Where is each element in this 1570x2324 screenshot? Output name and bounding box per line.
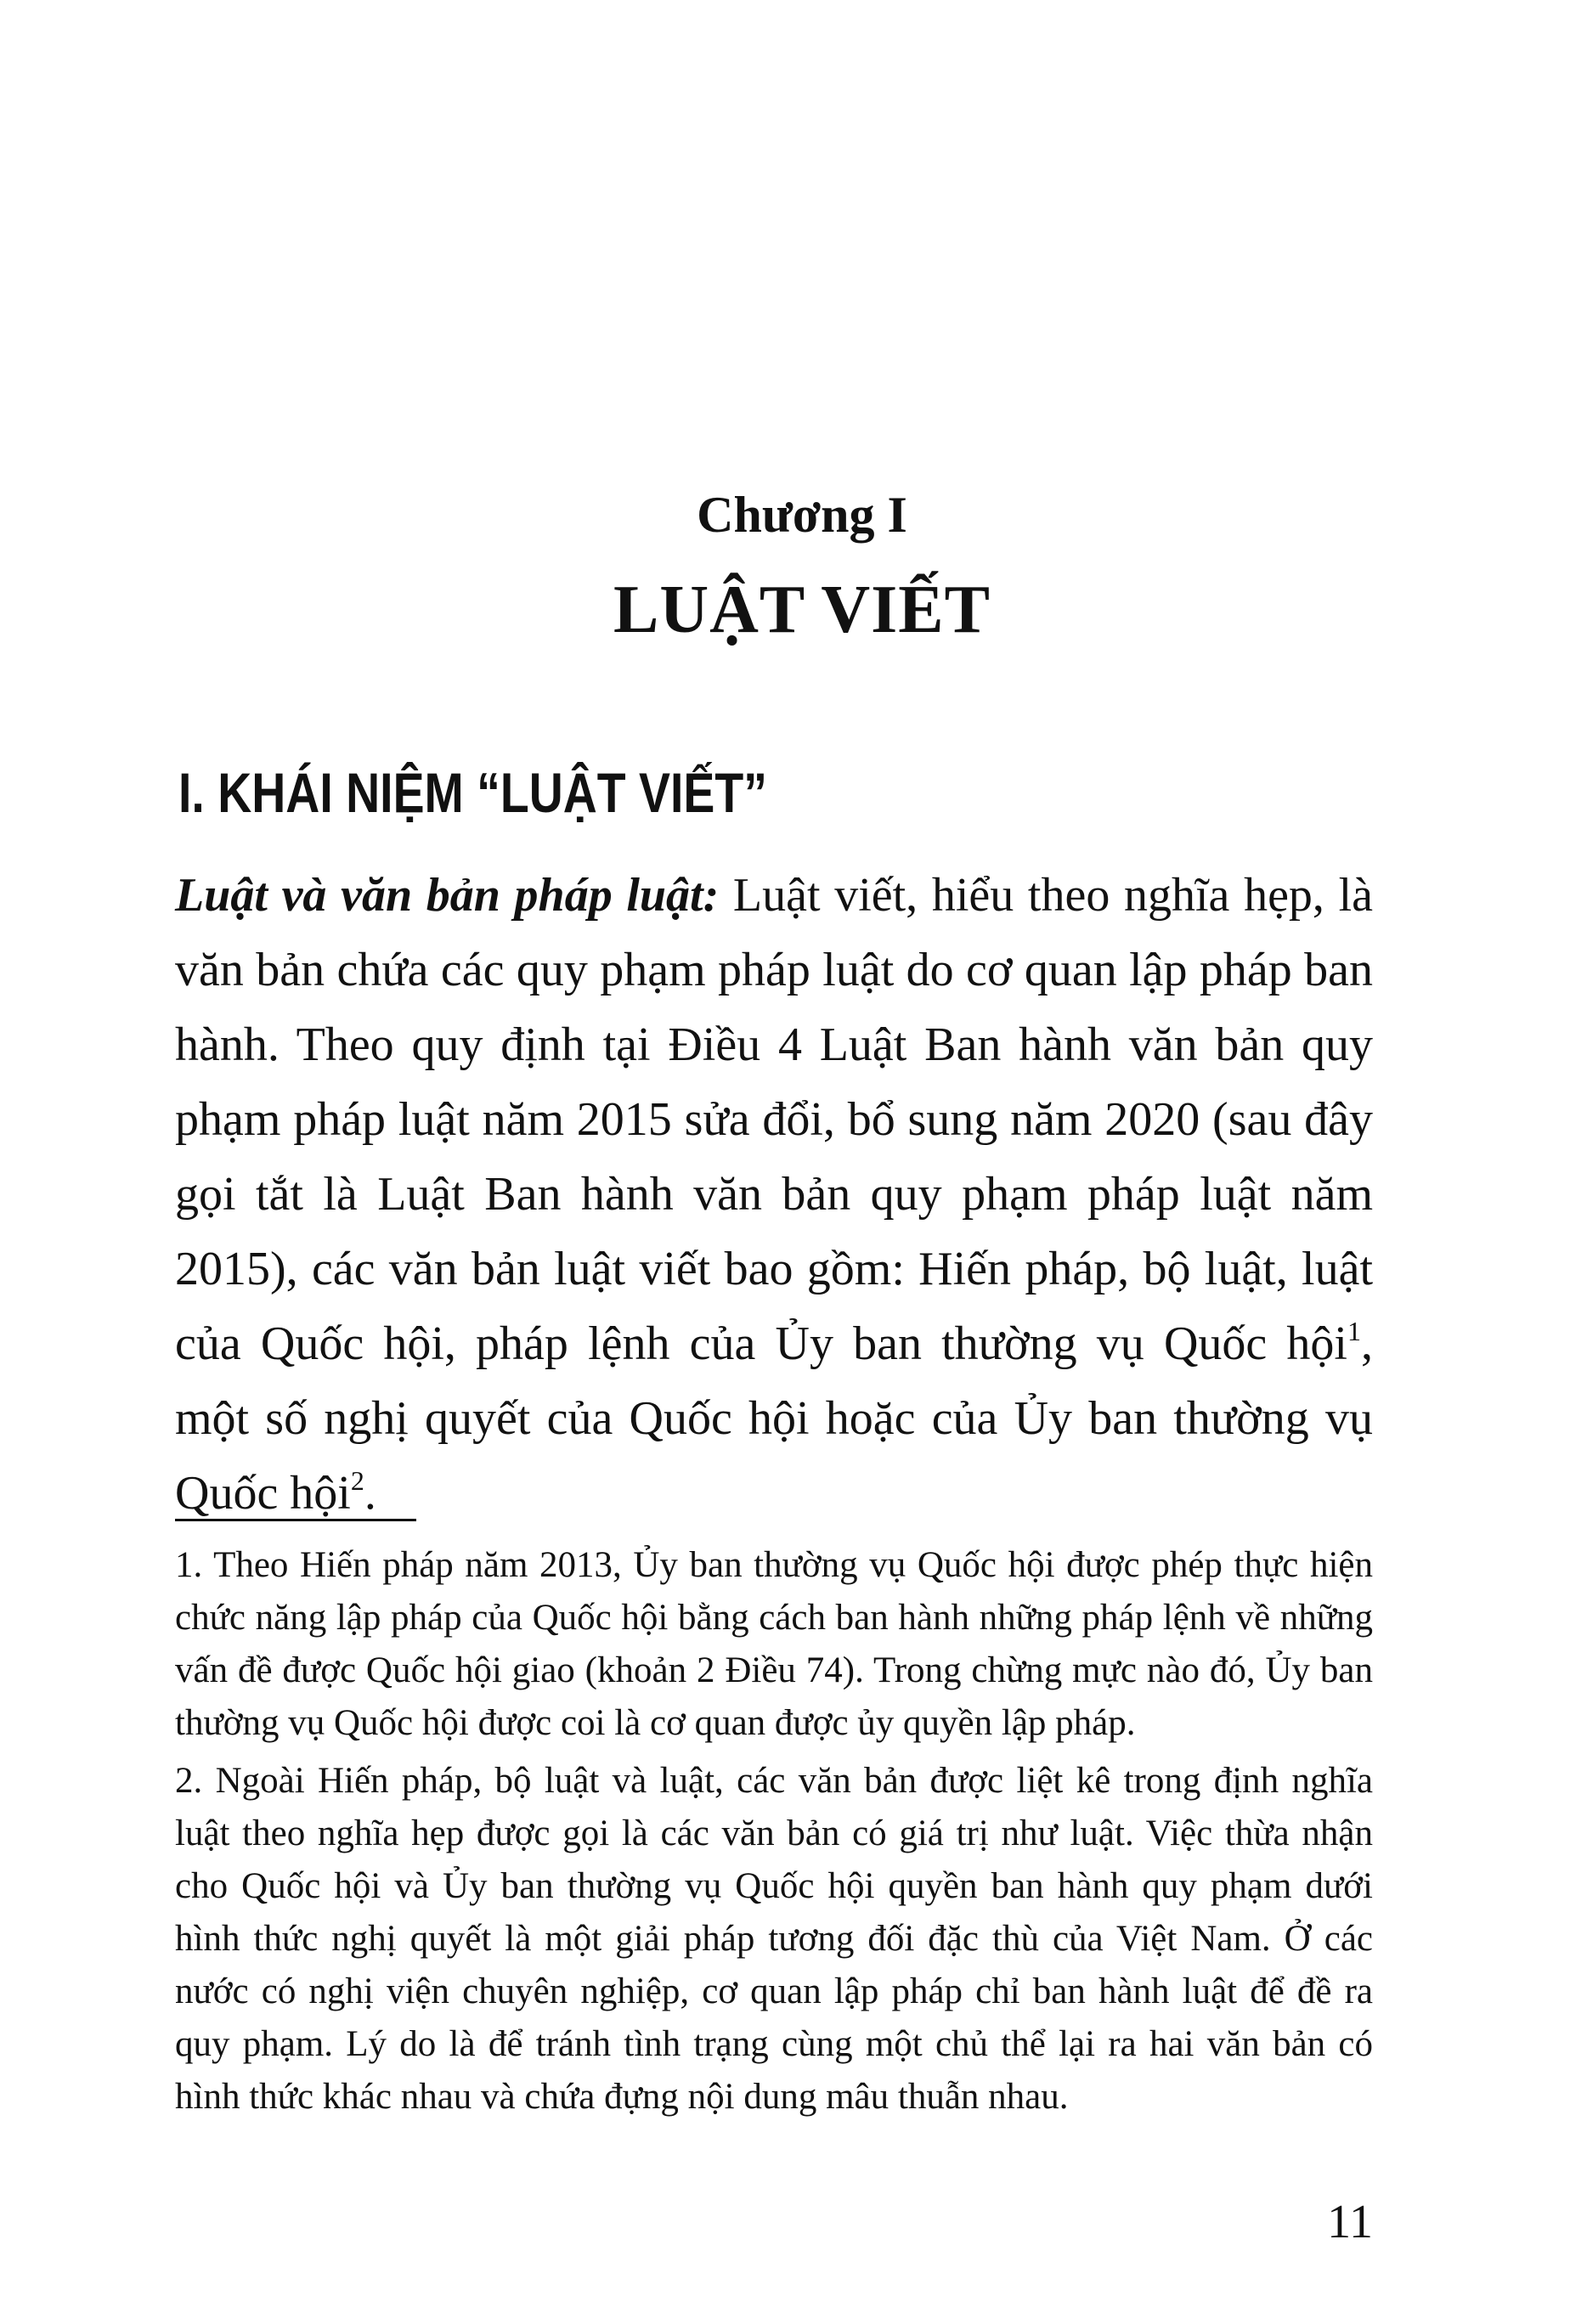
footnote-text: Theo Hiến pháp năm 2013, Ủy ban thường vụ Quốc hội được phép thực hiện chức năng lập pháp của Quốc hội bằng cách ban hành những pháp lệnh về những vấn đề được Quốc hội giao (khoản 2 Điều 74). Trong chừng mực nào đó, Ủy ban thường vụ Quốc hội được coi là cơ quan được ủy quyền lập pháp.: [175, 1545, 1373, 1743]
paragraph-lead: Luật và văn bản pháp luật:: [175, 869, 720, 922]
paragraph-text-part3: .: [364, 1467, 376, 1520]
page-number: 11: [1327, 2196, 1373, 2248]
footnote-2: [175, 1755, 1373, 2124]
body-paragraph: [175, 858, 1373, 1531]
footnote-ref-2: 2: [350, 1465, 364, 1496]
chapter-label: Chương I: [697, 487, 907, 543]
footnote-divider: [175, 1519, 416, 1521]
section-heading: I. KHÁI NIỆM “LUẬT VIẾT”: [178, 761, 767, 824]
chapter-title: LUẬT VIẾT: [613, 573, 991, 647]
footnote-number: 2.: [175, 1761, 203, 1801]
paragraph-text-part2: , một số nghị quyết của Quốc hội hoặc của Ủy ban thường vụ Quốc hội: [175, 1317, 1373, 1520]
footnotes: [175, 1539, 1373, 2129]
footnote-ref-1: 1: [1347, 1316, 1361, 1346]
footnote-text: Ngoài Hiến pháp, bộ luật và luật, các văn bản được liệt kê trong định nghĩa luật theo nghĩa hẹp được gọi là các văn bản có giá trị như luật. Việc thừa nhận cho Quốc hội và Ủy ban thường vụ Quốc hội quyền ban hành quy phạm dưới hình thức nghị quyết là một giải pháp tương đối đặc thù của Việt Nam. Ở các nước có nghị viện chuyên nghiệp, cơ quan lập pháp chỉ ban hành luật để đề ra quy phạm. Lý do là để tránh tình trạng cùng một chủ thể lại ra hai văn bản có hình thức khác nhau và chứa đựng nội dung mâu thuẫn nhau.: [175, 1761, 1373, 2117]
footnote-1: [175, 1539, 1373, 1750]
paragraph-text-part1: Luật viết, hiểu theo nghĩa hẹp, là văn bản chứa các quy phạm pháp luật do cơ quan lập pháp ban hành. Theo quy định tại Điều 4 Luật Ban hành văn bản quy phạm pháp luật năm 2015 sửa đổi, bổ sung năm 2020 (sau đây gọi tắt là Luật Ban hành văn bản quy phạm pháp luật năm 2015), các văn bản luật viết bao gồm: Hiến pháp, bộ luật, luật của Quốc hội, pháp lệnh của Ủy ban thường vụ Quốc hội: [175, 869, 1373, 1370]
footnote-number: 1.: [175, 1545, 203, 1585]
